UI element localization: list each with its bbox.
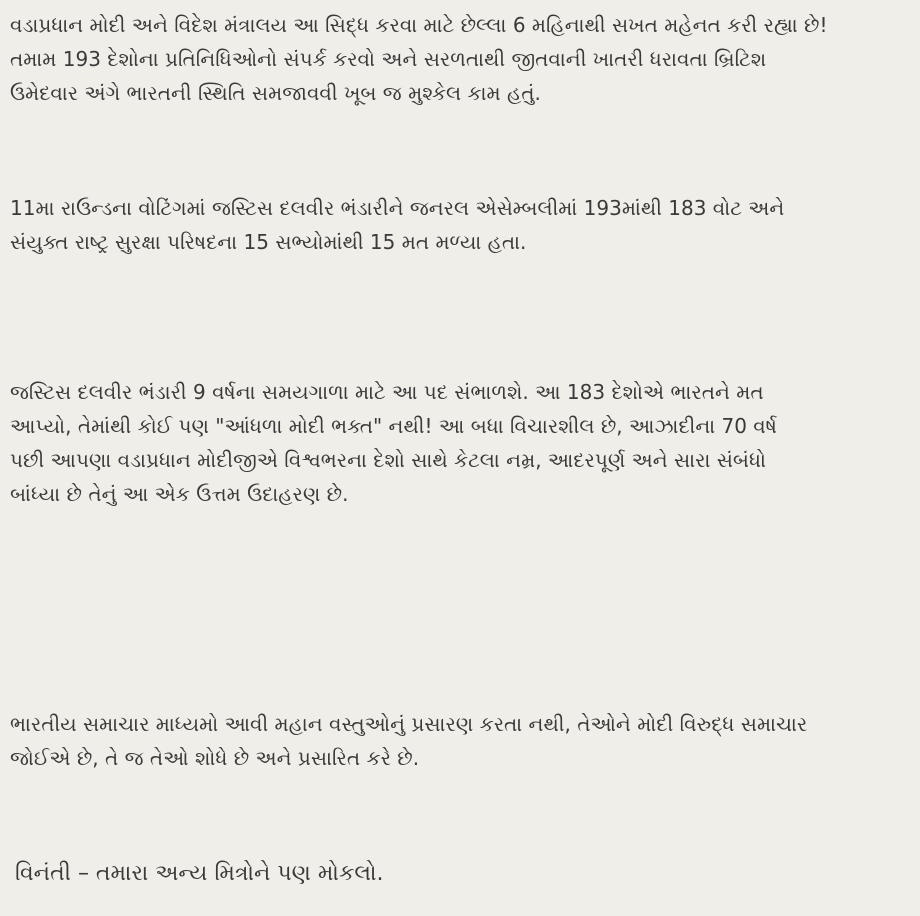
text-line: બાંધ્યા છે તેનું આ એક ઉત્તમ ઉદાહરણ છે.	[10, 482, 349, 506]
text-line: જસ્ટિસ દલવીર ભંડારી 9 વર્ષના સમયગાળા માટે આ પદ સંભાળશે. આ 183 દેશોએ ભારતને મત	[10, 380, 764, 404]
text-line: સંયુક્ત રાષ્ટ્ર સુરક્ષા પરિષદના 15 સભ્યોમાંથી 15 મત મળ્યા હતા.	[10, 230, 527, 254]
text-line: વિનંતી – તમારા અન્ય મિત્રોને પણ મોકલો.	[15, 861, 384, 886]
text-line: ઉમેદવાર અંગે ભારતની સ્થિતિ સમજાવવી ખૂબ જ મુશ્કેલ કામ હતું.	[10, 81, 541, 105]
text-line: ભારતીય સમાચાર માધ્યમો આવી મહાન વસ્તુઓનું પ્રસારણ કરતા નથી, તેઓને મોદી વિરુદ્ધ સમાચાર	[10, 712, 808, 736]
paragraph-voting-result	[10, 191, 784, 259]
paragraph-request	[15, 857, 384, 891]
text-line: તમામ 193 દેશોના પ્રતિનિધિઓનો સંપર્ક કરવો અને સરળતાથી જીતવાની ખાતરી ધરાવતા બ્રિટિશ	[10, 47, 767, 71]
text-line: આપ્યો, તેમાંથી કોઈ પણ "આંધળા મોદી ભક્ત" નથી! આ બધા વિચારશીલ છે, આઝાદીના 70 વર્ષ	[10, 414, 777, 438]
paragraph-term-and-relations	[10, 375, 777, 511]
text-line: પછી આપણા વડાપ્રધાન મોદીજીએ વિશ્વભરના દેશો સાથે કેટલા નમ્ર, આદરપૂર્ણ અને સારા સંબંધો	[10, 448, 766, 472]
text-line: જોઈએ છે, તે જ તેઓ શોધે છે અને પ્રસારિત કરે છે.	[10, 746, 420, 770]
paragraph-pm-effort	[10, 8, 828, 110]
text-line: વડાપ્રધાન મોદી અને વિદેશ મંત્રાલય આ સિદ્ધ કરવા માટે છેલ્લા 6 મહિનાથી સખત મહેનત કરી રહ્યા છે!	[10, 13, 828, 37]
text-line: 11મા રાઉન્ડના વોટિંગમાં જસ્ટિસ દલવીર ભંડારીને જનરલ એસેમ્બલીમાં 193માંથી 183 વોટ અને	[10, 196, 785, 220]
paragraph-media-criticism	[10, 707, 807, 775]
